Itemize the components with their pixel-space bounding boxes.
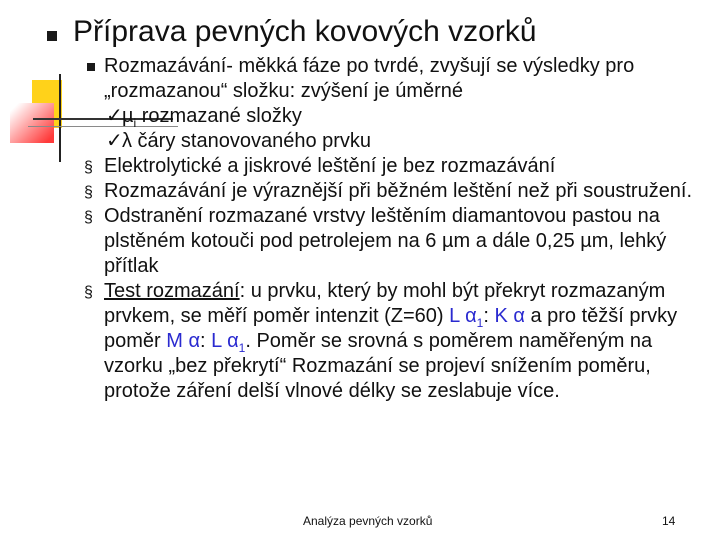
section-bullet-icon: § bbox=[84, 184, 93, 201]
square-bullet-icon bbox=[87, 63, 95, 71]
slide-content bbox=[84, 54, 694, 404]
bullet-item bbox=[84, 54, 694, 104]
bullet-item bbox=[84, 154, 694, 179]
bullet-text: Rozmazávání- měkká fáze po tvrdé, zvyšují se výsledky pro „rozmazanou“ složku: zvýšení je úměrné bbox=[104, 55, 635, 102]
bullet-item bbox=[84, 204, 694, 279]
checkmark-icon: ✓ bbox=[106, 105, 123, 127]
checkmark-icon: ✓ bbox=[106, 130, 123, 152]
section-bullet-icon: § bbox=[84, 209, 93, 226]
bullet-text: Elektrolytické a jiskrové leštění je bez rozmazávání bbox=[104, 155, 556, 177]
sub-item bbox=[84, 129, 694, 154]
section-bullet-icon: § bbox=[84, 159, 93, 176]
bullet-text: Odstranění rozmazané vrstvy leštěním diamantovou pastou na plstěném kotouči pod petrolejem na 6 µm a dále 0,25 µm, lehký přítlak bbox=[104, 205, 667, 277]
mu-symbol: µ bbox=[122, 105, 134, 127]
mu-text: rozmazané složky bbox=[141, 105, 302, 127]
test-text-5: . Poměr se srovná s poměrem naměřeným na vzorku „bez překrytí“ Rozmazání se projeví snížením poměru, protože záření delší vlnové délky se zeslabuje více. bbox=[104, 330, 653, 402]
lambda-text: λ čáry stanovovaného prvku bbox=[122, 130, 372, 152]
section-bullet-icon: § bbox=[84, 284, 93, 301]
page-number: 14 bbox=[662, 514, 676, 528]
m-alpha-label: M α bbox=[166, 330, 201, 352]
test-label: Test rozmazání bbox=[104, 280, 240, 302]
footer-text: Analýza pevných vzorků bbox=[303, 514, 433, 528]
decor-red-square bbox=[10, 103, 54, 143]
slide-title: Příprava pevných kovových vzorků bbox=[73, 15, 537, 48]
alpha-symbol: α bbox=[465, 305, 477, 327]
test-text-3: a pro těžší prvky poměr bbox=[104, 305, 678, 352]
l-alpha-subscript: 1 bbox=[238, 341, 246, 355]
bullet-item-test bbox=[84, 279, 694, 404]
l-alpha-label: L α bbox=[211, 330, 239, 352]
test-text-4: : bbox=[200, 330, 212, 352]
alpha-subscript: 1 bbox=[476, 316, 484, 330]
l-line-label: L bbox=[449, 305, 460, 327]
test-text-1: : u prvku, který by mohl být překryt rozmazaným prvkem, se měří poměr intenzit (Z=60) bbox=[104, 280, 666, 327]
test-text-2: : bbox=[483, 305, 495, 327]
sub-item bbox=[84, 104, 694, 129]
title-bullet-icon bbox=[47, 31, 57, 41]
mu-subscript: i bbox=[133, 116, 137, 130]
bullet-text: Rozmazávání je výraznější při běžném leštění než při soustružení. bbox=[104, 180, 693, 202]
k-alpha-label: K α bbox=[494, 305, 525, 327]
bullet-item bbox=[84, 179, 694, 204]
